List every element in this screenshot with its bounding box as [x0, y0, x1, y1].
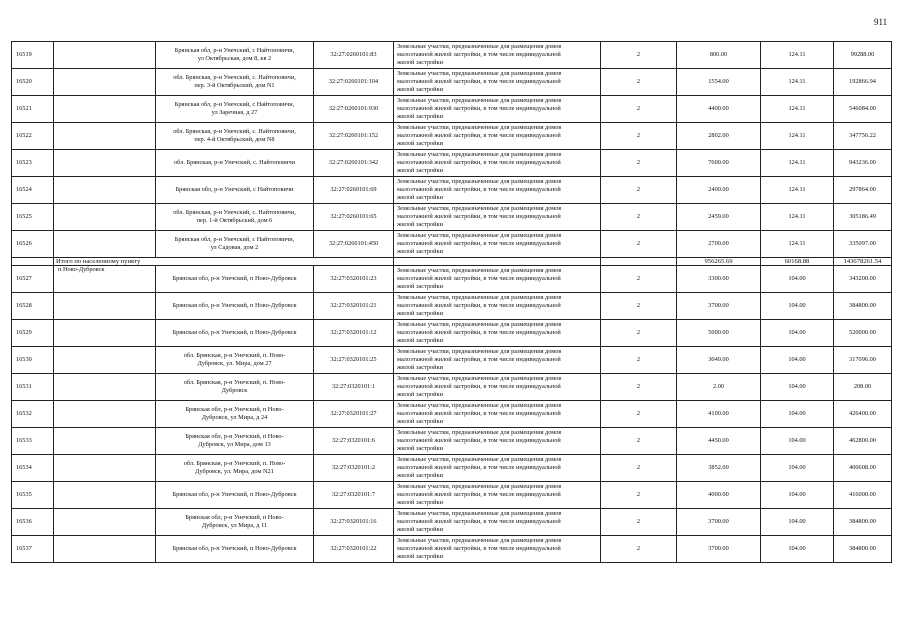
address-line: пер. 1-й Октябрьский, дом 6 [196, 217, 273, 224]
land-use-line: жилой застройки [397, 139, 443, 147]
row-number: 16526 [12, 231, 54, 258]
land-use-line: жилой застройки [397, 220, 443, 228]
rate-cell: 124.11 [761, 69, 834, 96]
address-line: обл. Брянская, р-н Унечский, с. Найтоповичи, [173, 74, 296, 81]
rate-cell: 124.11 [761, 150, 834, 177]
land-use-line: малоэтажной жилой застройки, в том числе индивидуальной [397, 275, 561, 283]
address-line: Брянская обл, р-н Унечский, п Ново- [185, 514, 284, 521]
value-cell: 384800.00 [834, 536, 892, 563]
cadastral-number: 32:27:0260101:152 [314, 123, 394, 150]
land-use-line: жилой застройки [397, 417, 443, 425]
address-line: ул Садовая, дом 2 [210, 244, 259, 251]
address-cell [156, 204, 314, 231]
value-cell: 335097.00 [834, 231, 892, 258]
locality-cell [54, 482, 156, 509]
rate-cell: 104.00 [761, 347, 834, 374]
value-cell: 384800.00 [834, 293, 892, 320]
cadastral-number: 32:27:0320101:21 [314, 293, 394, 320]
address-cell [156, 347, 314, 374]
land-use-line: малоэтажной жилой застройки, в том числе индивидуальной [397, 78, 561, 86]
locality-cell [54, 374, 156, 401]
row-number: 16534 [12, 455, 54, 482]
land-use-line: Земельные участки, предназначенные для размещения домов [397, 375, 562, 383]
cadastral-number: 32:27:0320101:12 [314, 320, 394, 347]
locality-cell: п Ново-Дубровск [54, 266, 156, 293]
address-line: обл. Брянская, р-н Унечский, с. Найтоповичи, [173, 128, 296, 135]
rate-cell: 124.11 [761, 204, 834, 231]
rate-cell: 124.11 [761, 96, 834, 123]
category-cell: 2 [601, 69, 677, 96]
address-cell [156, 482, 314, 509]
land-use-line: Земельные участки, предназначенные для размещения домов [397, 124, 562, 132]
value-cell: 99288.00 [834, 42, 892, 69]
land-use-line: Земельные участки, предназначенные для размещения домов [397, 294, 562, 302]
land-use-line: жилой застройки [397, 471, 443, 479]
category-cell: 2 [601, 401, 677, 428]
address-line: Дубровск, ул Мира, д 11 [201, 522, 268, 529]
area-cell: 3700.00 [677, 536, 761, 563]
category-cell: 2 [601, 482, 677, 509]
cadastral-number: 32:27:0260101:104 [314, 69, 394, 96]
land-use-line: малоэтажной жилой застройки, в том числе индивидуальной [397, 383, 561, 391]
cadastral-number: 32:27:0260101:450 [314, 231, 394, 258]
address-line: Брянская обл, р-н Унечский, с Найтоповичи, [174, 47, 295, 54]
category-cell: 2 [601, 428, 677, 455]
row-number: 16537 [12, 536, 54, 563]
locality-cell [54, 401, 156, 428]
land-use-line: Земельные участки, предназначенные для размещения домов [397, 232, 562, 240]
table-row [12, 293, 892, 320]
locality-cell [54, 231, 156, 258]
table-row [12, 455, 892, 482]
row-number: 16529 [12, 320, 54, 347]
category-cell: 2 [601, 231, 677, 258]
land-use-line: малоэтажной жилой застройки, в том числе индивидуальной [397, 213, 561, 221]
address-cell [156, 177, 314, 204]
land-use-cell [394, 374, 601, 401]
locality-cell [54, 293, 156, 320]
rate-cell: 104.00 [761, 536, 834, 563]
locality-cell [54, 69, 156, 96]
category-cell: 2 [601, 96, 677, 123]
table-row [12, 428, 892, 455]
area-cell: 3049.00 [677, 347, 761, 374]
land-use-line: жилой застройки [397, 525, 443, 533]
address-line: Брянская обл, р-н Унечский, п Ново-Дубровск [172, 545, 297, 552]
land-use-line: малоэтажной жилой застройки, в том числе индивидуальной [397, 545, 561, 553]
table-row [12, 482, 892, 509]
land-use-line: Земельные участки, предназначенные для размещения домов [397, 97, 562, 105]
row-number: 16523 [12, 150, 54, 177]
row-number: 16536 [12, 509, 54, 536]
row-number: 16525 [12, 204, 54, 231]
table-row [12, 320, 892, 347]
land-use-cell [394, 123, 601, 150]
area-cell: 2802.00 [677, 123, 761, 150]
land-use-cell [394, 536, 601, 563]
value-cell: 943236.00 [834, 150, 892, 177]
land-use-line: малоэтажной жилой застройки, в том числе индивидуальной [397, 491, 561, 499]
land-use-line: Земельные участки, предназначенные для размещения домов [397, 151, 562, 159]
land-use-line: Земельные участки, предназначенные для размещения домов [397, 348, 562, 356]
table-row [12, 536, 892, 563]
area-cell: 2700.00 [677, 231, 761, 258]
land-use-cell [394, 482, 601, 509]
address-line: Дубровск, ул. Мира, дом N21 [195, 468, 274, 475]
category-cell: 2 [601, 347, 677, 374]
land-use-line: жилой застройки [397, 247, 443, 255]
rate-cell: 104.00 [761, 401, 834, 428]
address-line: обл. Брянская, р-н Унечский, п. Ново- [183, 460, 286, 467]
rate-cell: 124.11 [761, 42, 834, 69]
land-use-line: жилой застройки [397, 85, 443, 93]
land-use-line: жилой застройки [397, 552, 443, 560]
locality-cell [54, 123, 156, 150]
rate-cell: 104.00 [761, 455, 834, 482]
category-cell: 2 [601, 177, 677, 204]
land-use-line: жилой застройки [397, 363, 443, 371]
page-number: 911 [874, 17, 888, 27]
land-use-cell [394, 177, 601, 204]
cadastral-number: 32:27:0320101:1 [314, 374, 394, 401]
value-cell: 343200.00 [834, 266, 892, 293]
address-cell [156, 123, 314, 150]
land-use-cell [394, 150, 601, 177]
address-cell [156, 150, 314, 177]
cadastral-number: 32:27:0260101:342 [314, 150, 394, 177]
row-number: 16527 [12, 266, 54, 293]
locality-cell [54, 96, 156, 123]
land-use-line: малоэтажной жилой застройки, в том числе индивидуальной [397, 329, 561, 337]
cadastral-number: 32:27:0260101:930 [314, 96, 394, 123]
row-number: 16522 [12, 123, 54, 150]
rate-cell: 104.00 [761, 293, 834, 320]
value-cell: 317096.00 [834, 347, 892, 374]
land-use-cell [394, 455, 601, 482]
row-number: 16520 [12, 69, 54, 96]
land-use-cell [394, 347, 601, 374]
land-use-line: малоэтажной жилой застройки, в том числе индивидуальной [397, 159, 561, 167]
area-cell: 4000.00 [677, 482, 761, 509]
area-cell: 4400.00 [677, 96, 761, 123]
land-use-line: малоэтажной жилой застройки, в том числе индивидуальной [397, 437, 561, 445]
locality-cell [54, 320, 156, 347]
land-use-line: Земельные участки, предназначенные для размещения домов [397, 510, 562, 518]
table-row [12, 231, 892, 258]
cadastral-number: 32:27:0260101:65 [314, 204, 394, 231]
address-cell [156, 455, 314, 482]
cadastral-number: 32:27:0320101:25 [314, 347, 394, 374]
address-cell [156, 509, 314, 536]
table-row [12, 204, 892, 231]
table-row [12, 401, 892, 428]
address-line: Дубровск, ул Мира, д 24 [201, 414, 268, 421]
land-use-line: малоэтажной жилой застройки, в том числе индивидуальной [397, 302, 561, 310]
address-line: Брянская обл, р-н Унечский, п Ново-Дубровск [172, 491, 297, 498]
land-use-line: жилой застройки [397, 498, 443, 506]
address-cell [156, 428, 314, 455]
address-line: Дубровск [221, 387, 248, 394]
value-cell: 297864.00 [834, 177, 892, 204]
address-cell [156, 536, 314, 563]
address-line: ул Октябрьская, дом 8, кв 2 [197, 55, 272, 62]
address-line: обл. Брянская, р-н Унечский, с. Найтоповичи, [173, 209, 296, 216]
land-use-cell [394, 96, 601, 123]
summary-label: Итого по населенному пункту [54, 258, 394, 266]
land-use-line: жилой застройки [397, 336, 443, 344]
value-cell: 384800.00 [834, 509, 892, 536]
cadastral-number: 32:27:0260101:69 [314, 177, 394, 204]
rate-cell: 124.11 [761, 123, 834, 150]
address-line: Брянская обл, р-н Унечский, п Ново- [185, 406, 284, 413]
area-cell: 7600.00 [677, 150, 761, 177]
summary-section [12, 258, 892, 266]
rate-cell: 104.00 [761, 428, 834, 455]
land-use-line: малоэтажной жилой застройки, в том числе индивидуальной [397, 518, 561, 526]
value-cell: 426400.00 [834, 401, 892, 428]
value-cell: 192866.94 [834, 69, 892, 96]
land-use-line: Земельные участки, предназначенные для размещения домов [397, 537, 562, 545]
land-use-line: Земельные участки, предназначенные для размещения домов [397, 205, 562, 213]
category-cell: 2 [601, 204, 677, 231]
area-cell: 800.00 [677, 42, 761, 69]
land-use-cell [394, 320, 601, 347]
land-use-cell [394, 231, 601, 258]
land-use-line: Земельные участки, предназначенные для размещения домов [397, 43, 562, 51]
category-cell: 2 [601, 455, 677, 482]
summary-rate: 60168.88 [761, 258, 834, 266]
cadastral-number: 32:27:0320101:6 [314, 428, 394, 455]
land-use-line: жилой застройки [397, 112, 443, 120]
address-line: Брянская обл, р-н Унечский, п Ново-Дубровск [172, 275, 297, 282]
table-row [12, 42, 892, 69]
row-number: 16519 [12, 42, 54, 69]
address-cell [156, 231, 314, 258]
area-cell: 5000.00 [677, 320, 761, 347]
value-cell: 520000.00 [834, 320, 892, 347]
land-use-line: жилой застройки [397, 58, 443, 66]
address-cell [156, 266, 314, 293]
category-cell: 2 [601, 266, 677, 293]
land-use-cell [394, 293, 601, 320]
land-use-cell [394, 509, 601, 536]
rate-cell: 104.00 [761, 320, 834, 347]
address-cell [156, 69, 314, 96]
table-row [12, 509, 892, 536]
address-line: Брянская обл, р-н Унечский, с Найтоповичи, [174, 236, 295, 243]
land-use-line: малоэтажной жилой застройки, в том числе индивидуальной [397, 410, 561, 418]
land-use-line: жилой застройки [397, 309, 443, 317]
value-cell: 462800.00 [834, 428, 892, 455]
address-line: обл. Брянская, р-н Унечский, п. Ново- [183, 379, 286, 386]
area-cell: 4450.00 [677, 428, 761, 455]
address-line: пер. 3-й Октябрьский, дом N1 [194, 82, 275, 89]
address-cell [156, 293, 314, 320]
land-use-line: жилой застройки [397, 282, 443, 290]
address-cell [156, 320, 314, 347]
area-cell: 2.00 [677, 374, 761, 401]
land-use-line: Земельные участки, предназначенные для размещения домов [397, 70, 562, 78]
rate-cell: 104.00 [761, 374, 834, 401]
table-row [12, 96, 892, 123]
value-cell: 400608.00 [834, 455, 892, 482]
land-use-cell [394, 266, 601, 293]
address-line: обл. Брянская, р-н Унечский, п. Ново- [183, 352, 286, 359]
address-cell [156, 96, 314, 123]
table-row [12, 347, 892, 374]
value-cell: 305186.49 [834, 204, 892, 231]
value-cell: 416000.00 [834, 482, 892, 509]
land-use-line: малоэтажной жилой застройки, в том числе индивидуальной [397, 356, 561, 364]
category-cell: 2 [601, 42, 677, 69]
rate-cell: 104.00 [761, 266, 834, 293]
land-use-line: малоэтажной жилой застройки, в том числе индивидуальной [397, 186, 561, 194]
land-use-line: малоэтажной жилой застройки, в том числе индивидуальной [397, 240, 561, 248]
address-line: Брянская обл, р-н Унечский, с Найтоповичи, [174, 101, 295, 108]
land-use-line: Земельные участки, предназначенные для размещения домов [397, 483, 562, 491]
row-number: 16532 [12, 401, 54, 428]
rate-cell: 124.11 [761, 231, 834, 258]
cadastral-number: 32:27:0260101:83 [314, 42, 394, 69]
land-use-cell [394, 69, 601, 96]
category-cell: 2 [601, 509, 677, 536]
address-line: Дубровск, ул. Мира, дом 27 [197, 360, 272, 367]
area-cell: 2400.00 [677, 177, 761, 204]
rate-cell: 104.00 [761, 509, 834, 536]
table-row [12, 69, 892, 96]
table-row [12, 374, 892, 401]
table-row [12, 123, 892, 150]
locality-cell [54, 42, 156, 69]
locality-cell [54, 204, 156, 231]
area-cell: 2459.00 [677, 204, 761, 231]
land-use-line: Земельные участки, предназначенные для размещения домов [397, 267, 562, 275]
locality-cell [54, 428, 156, 455]
summary-value: 143678261.54 [834, 258, 892, 266]
locality-cell [54, 536, 156, 563]
category-cell: 2 [601, 123, 677, 150]
value-cell: 546084.00 [834, 96, 892, 123]
row-number: 16524 [12, 177, 54, 204]
table-body-top [12, 42, 892, 258]
locality-cell [54, 177, 156, 204]
land-use-line: малоэтажной жилой застройки, в том числе индивидуальной [397, 105, 561, 113]
cadastral-number: 32:27:0320101:16 [314, 509, 394, 536]
address-line: обл. Брянская, р-н Унечский, с. Найтоповичи [174, 159, 295, 166]
cadastral-number: 32:27:0320101:7 [314, 482, 394, 509]
area-cell: 1554.00 [677, 69, 761, 96]
land-use-line: Земельные участки, предназначенные для размещения домов [397, 429, 562, 437]
value-cell: 347756.22 [834, 123, 892, 150]
row-number: 16528 [12, 293, 54, 320]
locality-cell [54, 455, 156, 482]
table-row [12, 177, 892, 204]
land-use-cell [394, 401, 601, 428]
summary-area: 956265.69 [677, 258, 761, 266]
land-use-cell [394, 204, 601, 231]
address-line: Брянская обл, р-н Унечский, п Ново-Дубровск [172, 302, 297, 309]
land-use-line: Земельные участки, предназначенные для размещения домов [397, 321, 562, 329]
area-cell: 4100.00 [677, 401, 761, 428]
land-use-line: малоэтажной жилой застройки, в том числе индивидуальной [397, 132, 561, 140]
land-use-line: жилой застройки [397, 390, 443, 398]
address-line: ул Заречная, д 27 [211, 109, 258, 116]
cadastral-number: 32:27:0320101:22 [314, 536, 394, 563]
address-cell [156, 401, 314, 428]
summary-row [12, 258, 892, 266]
rate-cell: 124.11 [761, 177, 834, 204]
cadastral-number: 32:27:0320101:23 [314, 266, 394, 293]
land-use-line: жилой застройки [397, 193, 443, 201]
cadastral-table [11, 41, 892, 563]
locality-cell [54, 347, 156, 374]
area-cell: 3300.00 [677, 266, 761, 293]
value-cell: 208.00 [834, 374, 892, 401]
land-use-line: Земельные участки, предназначенные для размещения домов [397, 456, 562, 464]
land-use-line: малоэтажной жилой застройки, в том числе индивидуальной [397, 51, 561, 59]
land-use-line: Земельные участки, предназначенные для размещения домов [397, 178, 562, 186]
area-cell: 3700.00 [677, 293, 761, 320]
land-use-line: малоэтажной жилой застройки, в том числе индивидуальной [397, 464, 561, 472]
row-number: 16530 [12, 347, 54, 374]
table-row [12, 150, 892, 177]
land-use-line: Земельные участки, предназначенные для размещения домов [397, 402, 562, 410]
category-cell: 2 [601, 293, 677, 320]
address-line: Брянская обл, р-н Унечский, п Ново- [185, 433, 284, 440]
address-line: Дубровск, ул Мира, дом 13 [198, 441, 271, 448]
table-body-bottom [12, 266, 892, 563]
category-cell: 2 [601, 150, 677, 177]
category-cell: 2 [601, 374, 677, 401]
land-use-cell [394, 42, 601, 69]
address-line: Брянская обл, р-н Унечский, п Ново-Дубровск [172, 329, 297, 336]
locality-cell [54, 150, 156, 177]
address-line: Брянская обл, р-н Унечский, с Найтоповичи [175, 186, 294, 193]
land-use-line: жилой застройки [397, 166, 443, 174]
row-number: 16533 [12, 428, 54, 455]
cadastral-number: 32:27:0320101:27 [314, 401, 394, 428]
row-number: 16531 [12, 374, 54, 401]
address-line: пер. 4-й Октябрьский, дом N8 [194, 136, 275, 143]
cadastral-number: 32:27:0320101:2 [314, 455, 394, 482]
category-cell: 2 [601, 320, 677, 347]
row-number: 16521 [12, 96, 54, 123]
table-row [12, 266, 892, 293]
rate-cell: 104.00 [761, 482, 834, 509]
locality-cell [54, 509, 156, 536]
land-use-cell [394, 428, 601, 455]
area-cell: 3700.00 [677, 509, 761, 536]
address-cell [156, 374, 314, 401]
category-cell: 2 [601, 536, 677, 563]
area-cell: 3852.00 [677, 455, 761, 482]
land-use-line: жилой застройки [397, 444, 443, 452]
address-cell [156, 42, 314, 69]
row-number: 16535 [12, 482, 54, 509]
